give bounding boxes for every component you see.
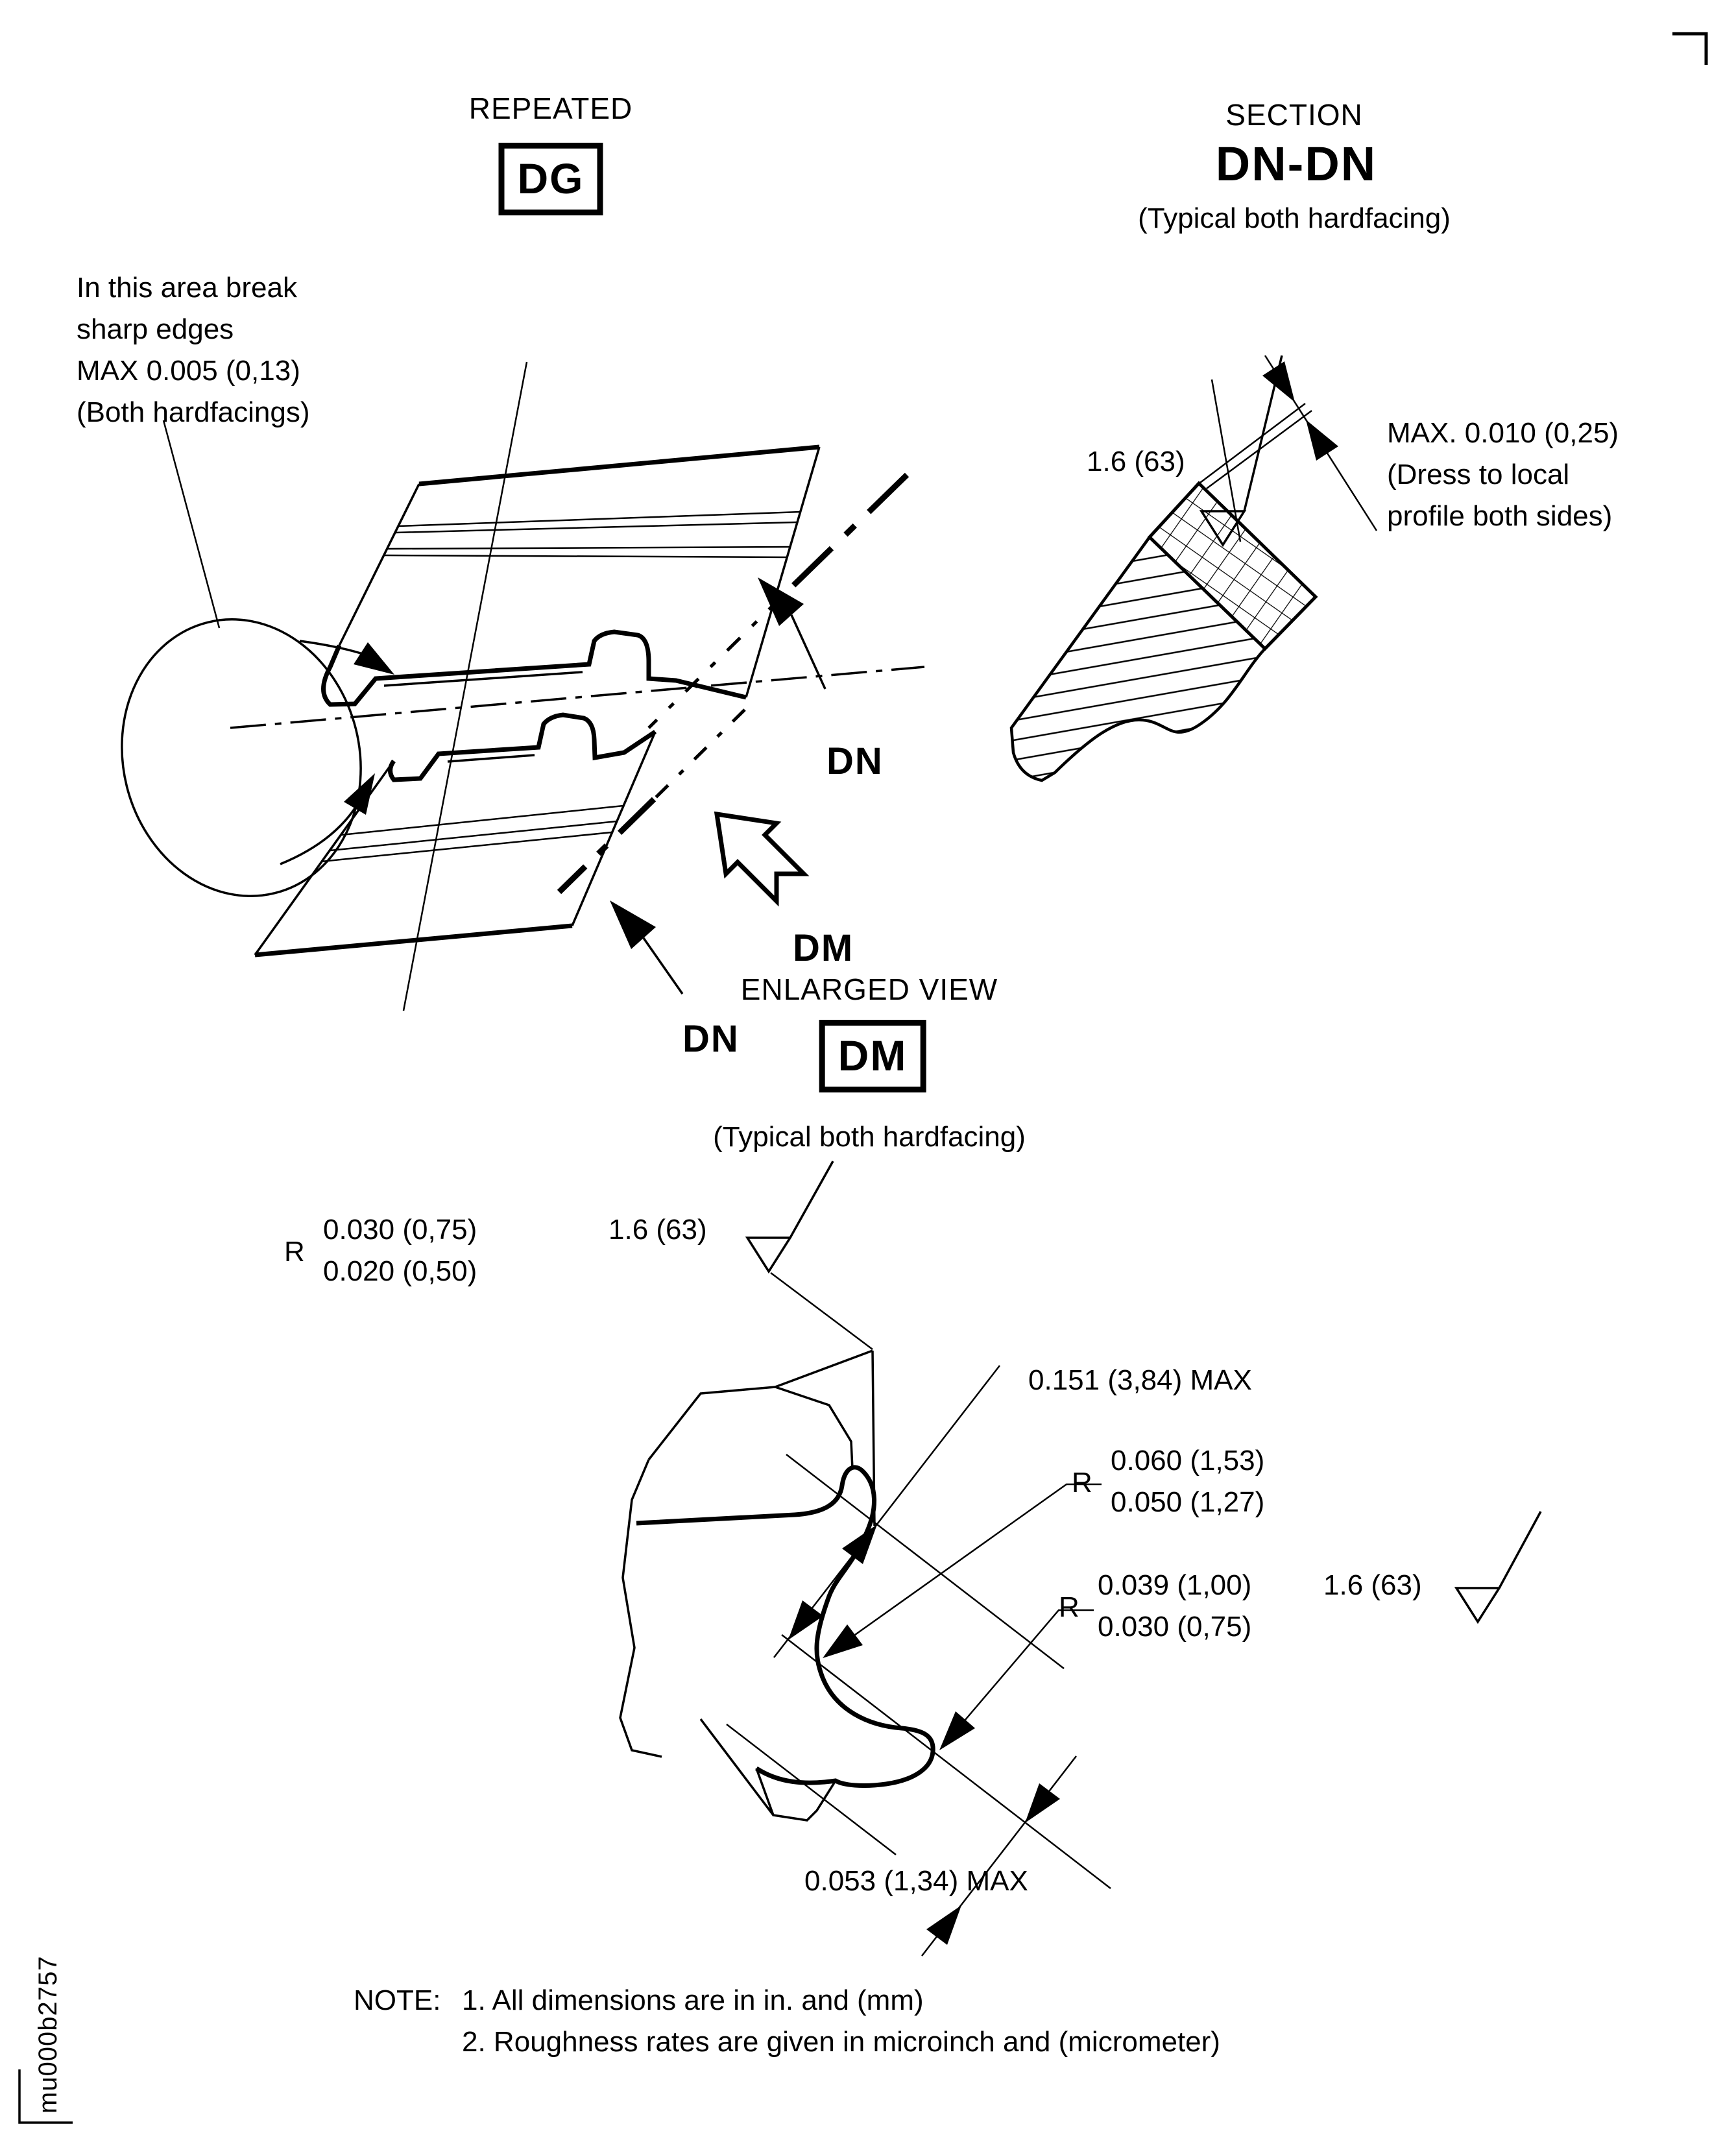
- dress-line2: (Dress to local: [1387, 459, 1570, 490]
- break-edges-line2: sharp edges: [77, 313, 234, 345]
- section-cut-chain-upper: [649, 597, 782, 728]
- radius-tip-upper: 0.039 (1,00): [1098, 1569, 1252, 1601]
- lower-plate-bottom-edge: [255, 926, 572, 955]
- depth-dimension-text: 0.053 (1,34) MAX: [804, 1865, 1028, 1897]
- radius-top-lower: 0.020 (0,50): [323, 1255, 477, 1287]
- lower-plate-right-edge: [572, 732, 655, 926]
- profile-contact-face: [636, 1467, 933, 1786]
- radius-tip-symbol: R: [1059, 1591, 1079, 1623]
- section-arrow-lower-leader: [644, 938, 682, 994]
- section-cut-line-upper: [782, 475, 907, 597]
- break-edge-balloon: [93, 594, 389, 921]
- radius-top-values: [323, 1209, 477, 1292]
- radius-mid-arrow: [823, 1624, 863, 1658]
- balloon-arrow-upper: [354, 642, 394, 675]
- enlarged-view-drawing: [620, 1161, 1541, 1956]
- radius-top-upper: 0.030 (0,75): [323, 1214, 477, 1246]
- stacking-axis-line: [404, 362, 527, 1011]
- repeated-title: REPEATED: [468, 91, 633, 125]
- page-corner-mark: [1672, 34, 1706, 65]
- section-name: DN-DN: [1215, 137, 1377, 191]
- upper-plate-hardface-band-lines: [384, 512, 801, 557]
- lower-plate-contact-profile: [391, 715, 656, 780]
- radius-mid-symbol: R: [1072, 1467, 1092, 1499]
- enlarged-flag-box: DM: [819, 1020, 926, 1092]
- repeated-flag-box: DG: [499, 143, 603, 215]
- note-item-1: 1. All dimensions are in in. and (mm): [462, 1984, 924, 2016]
- profile-left-outline: [620, 1460, 662, 1757]
- break-edges-note: [77, 267, 310, 433]
- section-arrow-lower: [610, 900, 656, 949]
- lower-plate-left-edge: [255, 761, 394, 955]
- balloon-text-leader: [163, 420, 219, 628]
- section-cut-line-lower: [559, 799, 654, 892]
- profile-upper-lobe: [649, 1387, 852, 1469]
- depth-dim-arrow-upper: [1025, 1783, 1060, 1823]
- break-edges-line4: (Both hardfacings): [77, 396, 310, 428]
- radius-tip-arrow: [939, 1711, 975, 1750]
- surface-finish-symbol-tip: [1456, 1512, 1541, 1622]
- radius-mid-values: [1111, 1440, 1264, 1523]
- pitch-dim-arrow-upper: [842, 1524, 877, 1564]
- profile-top-tab: [775, 1351, 874, 1526]
- note-item-2: 2. Roughness rates are given in microinch and (micrometer): [462, 2026, 1220, 2058]
- lower-plate-thickness-line: [448, 755, 535, 762]
- dm-view-arrow: [717, 814, 804, 901]
- dress-line1: MAX. 0.010 (0,25): [1387, 417, 1619, 449]
- enlarged-subtitle: (Typical both hardfacing): [713, 1121, 1026, 1153]
- section-cut-chain-lower: [654, 710, 745, 799]
- surface-finish-symbol-top: [747, 1161, 833, 1271]
- dress-dim-arrow-lower: [1306, 420, 1338, 461]
- radius-tip-finish: 1.6 (63): [1323, 1569, 1422, 1601]
- repeated-view-drawing: [93, 362, 924, 1011]
- radius-top-finish: 1.6 (63): [609, 1214, 707, 1246]
- lower-plate-hardface-band-lines: [322, 806, 623, 862]
- radius-top-leader: [771, 1273, 873, 1349]
- profile-bottom-tab: [701, 1719, 836, 1820]
- enlarged-title: ENLARGED VIEW: [740, 972, 998, 1006]
- radius-top-symbol: R: [284, 1236, 305, 1268]
- section-view-drawing: [1011, 356, 1377, 780]
- break-edges-line3: MAX 0.005 (0,13): [77, 355, 300, 387]
- radius-mid-lower: 0.050 (1,27): [1111, 1486, 1265, 1518]
- dress-line3: profile both sides): [1387, 500, 1613, 532]
- upper-plate-left-edge: [339, 484, 419, 645]
- note-label: NOTE:: [354, 1984, 441, 2016]
- extension-line-c: [727, 1724, 896, 1855]
- artifact-code: mu000b2757: [34, 1955, 62, 2114]
- section-title: SECTION: [1225, 98, 1363, 132]
- depth-dim-arrow-lower: [926, 1905, 961, 1945]
- dm-label: DM: [793, 927, 854, 969]
- break-edges-line1: In this area break: [77, 272, 297, 304]
- extension-line-a: [786, 1454, 1064, 1669]
- radius-mid-upper: 0.060 (1,53): [1111, 1445, 1265, 1476]
- dressed-surface-lines: [1200, 404, 1312, 488]
- dress-note: [1387, 413, 1619, 537]
- section-subtitle: (Typical both hardfacing): [1138, 202, 1451, 234]
- extension-line-b: [782, 1635, 1111, 1888]
- section-finish-value: 1.6 (63): [1087, 446, 1185, 477]
- pitch-dimension-text: 0.151 (3,84) MAX: [1028, 1364, 1252, 1396]
- dn-label-upper: DN: [826, 740, 884, 782]
- radius-tip-values: [1098, 1565, 1251, 1648]
- dn-label-lower: DN: [682, 1018, 740, 1060]
- radius-tip-lower: 0.030 (0,75): [1098, 1611, 1252, 1643]
- upper-plate-top-edge: [419, 447, 819, 484]
